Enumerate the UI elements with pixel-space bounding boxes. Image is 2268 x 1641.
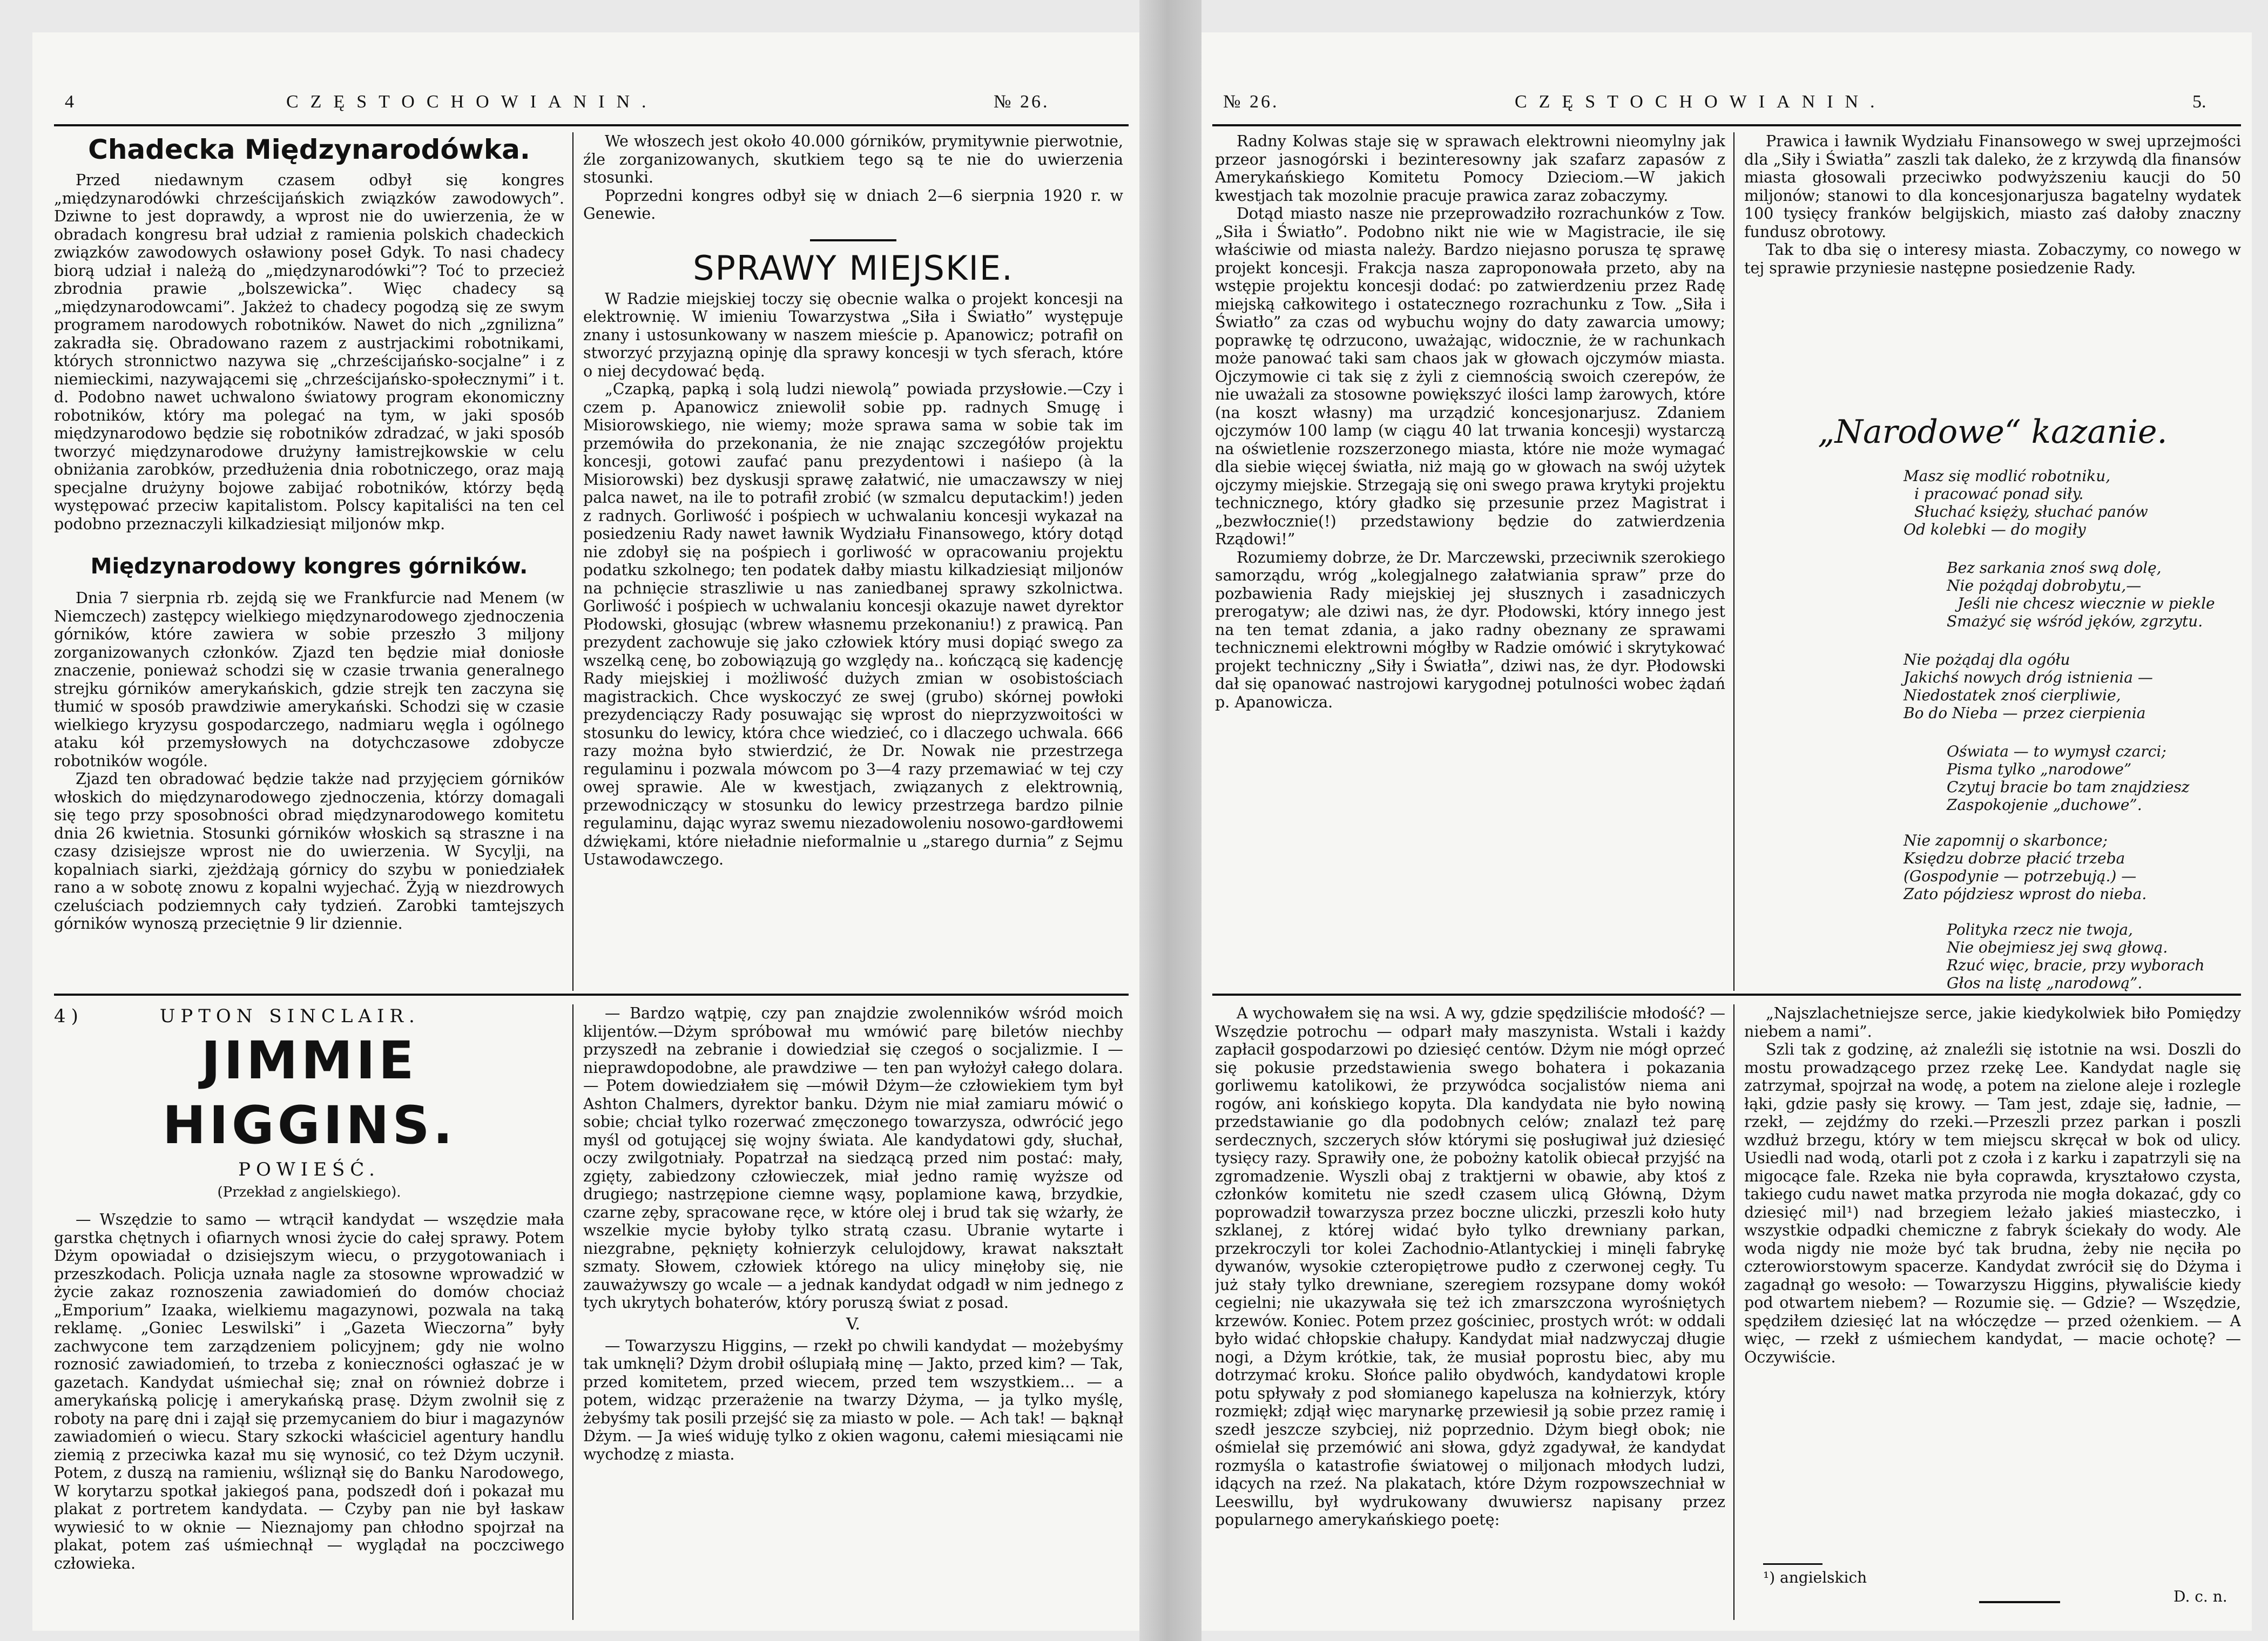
chapter-number: V. xyxy=(846,1314,860,1334)
article-text: Radny Kolwas staje się w sprawach elektrowni nieomylny jak przeor jasnogórski i bezinteresowny jak szafarz zapasów z Amerykańskiego Komitetu Pomocy Dzieciom.—W jakich kwestjach tak mozolnie pracuje prawica zaraz zobaczymy. xyxy=(1215,132,1725,205)
right-running-head xyxy=(1202,92,2252,119)
column-2 xyxy=(583,132,1123,983)
page-gutter xyxy=(1139,0,1202,1641)
poem-line: Nie obejmiesz jej swą głową. xyxy=(1947,938,2168,956)
poem-line: Niedostatek znoś cierpliwie, xyxy=(1904,686,2121,704)
poem-line: Zato pójdziesz wprost do nieba. xyxy=(1904,885,2147,903)
novel-column-4 xyxy=(1744,1004,2241,1550)
article-text: Zjazd ten obradować będzie także nad przyjęciem górników włoskich do międzynarodowego zjednoczenia, którzy domagali się tego przy sposobności obrad międzynarodowego komitetu dnia 26 kwietnia. Stosunki górników włoskich są straszne i na czasy dzisiejsze wprost nie do uwierzenia. W Sycylji, na kopalniach siarki, zjeżdżają górnicy do szybu w poniedziałek rano a w sobotę znowu z kopalni wyjechać. Żyją w niezdrowych czeluściach podziemnych cały tydzień. Zarobki tamtejszych górników wynoszą przeciętnie 9 lir dziennie. xyxy=(54,770,564,933)
issue-number: № 26. xyxy=(994,92,1050,112)
column-rule xyxy=(572,1004,573,1620)
novel-author: UPTON SINCLAIR. xyxy=(159,1005,420,1027)
poem-line: Od kolebki — do mogiły xyxy=(1904,521,2086,538)
issue-number: № 26. xyxy=(1223,92,1279,112)
poem-line: Zaspokojenie „duchowe”. xyxy=(1947,796,2142,814)
novel-text: A wychowałem się na wsi. A wy, gdzie spędziliście młodość? — Wszędzie potrochu — odparł mały maszynista. Wstali i każdy zapłacił gospodarzowi po dziesięć centów. Dżym nie mógł oprzeć się pokusie przedstawienia swego bohatera i pokazania gorliwemu katolikowi, że przywódca socjalistów niema ani rogów, ani końskiego kopyta. Dla kandydata nie było nowiną przedstawianie go dla podobnych celów; znalazł też parę serdecznych, szczerych słów którymi się posługiwał już dziesięć tysięcy razy. Sprawiły one, że pobożny katolik obiecał przyjść na zgromadzenie. Wyszli obaj z traktjerni w obawie, aby ktoś z członków komitetu nie szedł czasem ulicą Główną, Dżym poprowadził towarzysza przez boczne uliczki, przeszli koło huty szklanej, z której widać było tylko drewniany parkan, przekroczyli tor kolei Zachodnio-Atlantyckiej i minęli fabrykę dywanów, wysokie czteropiętrowe pudło z czerwonej cegły. Tu już stały tylko drewniane, szeregiem rozsypane domy wokół cegielni; nie ukazywała się też ich zmarszczona wyrośniętych krzewów. Koniec. Potem przez gościniec, prostych wrót: w oddali było widać chłopskie chałupy. Kandydat miał nadzwyczaj długie nogi, a Dżym krótkie, tak, że musiał poprostu biec, aby mu dotrzymać kroku. Słońce paliło obydwóch, kandydatowi krople potu spływały z pod słomianego kapelusza na kołnierzyk, który rozmiękł; zdjął więc marynarkę przewiesił ją sobie przez ramię i szedł jeszcze szybciej, niż poprzednio. Dżym biegł obok; nie ośmielał się przemówić ani słowa, gdyż zgadywał, że kandydat rozmyśla o katastrofie światowej o miljonach młodych ludzi, idących na rzeź. Na plakatach, które Dżym rozpowszechniał w Leeswillu, był wydrukowany dwuwiersz napisany przez popularnego amerykańskiego poetę: xyxy=(1215,1004,1725,1529)
footnote-rule xyxy=(1763,1563,1823,1565)
article-text: Przed niedawnym czasem odbył się kongres „międzynarodówki chrześcijańskich związków zawodowych”. Dziwne to jest doprawdy, a wprost nie do uwierzenia, że w obradach kongresu brał udział z ramienia polskich chadeckich związków zawodowych osławiony poseł Gdyk. To nasi chadecy biorą udział i należą do „międzynarodówki”? Toć to przecież zbrodnia prawie „bolszewicka”. Więc chadecy są „międzynarodowcami”. Jakżeż to chadecy pogodzą się ze swym programem narodowych robotników. Nawet do nich „zgnilizna” zakradła się. Obradowano razem z austrjackimi robotnikami, których stronnictwo nazywa się „chrześcijańsko-socjalne” i z niemieckimi, nazywającemi się „chrześcijańsko-społecznymi” i t. d. Podobno nawet uchwalono światowy program ekonomiczny robotników, który ma polegać na tym, w jaki sposób międzynarodowo będzie się robotników zdradzać, w jaki sposób tworzyć międzynarodowe drużyny łamistrejkowskie w celu obniżania zarobków, przedłużenia dnia robotniczego, oraz mają specjalne drużyny bojowe zabijać robotników, którzy będą występować przeciw kapitalistom. Polscy kapitaliści na ten cel podobno przeznaczyli kilkadziesiąt miljonów mkp. xyxy=(54,171,564,533)
column-rule xyxy=(1733,132,1734,991)
article-text: Tak to dba się o interesy miasta. Zobaczymy, co nowego w tej sprawie przyniesie następne posiedzenie Rady. xyxy=(1744,241,2241,277)
column-3 xyxy=(1215,132,1725,983)
article-text: Poprzedni kongres odbył się w dniach 2—6 sierpnia 1920 r. w Genewie. xyxy=(583,186,1123,222)
horizontal-rule xyxy=(54,994,1129,996)
article-text: Dotąd miasto nasze nie przeprowadziło rozrachunków z Tow. „Siła i Światło”. Podobno nikt nie wie w Magistracie, ile się właściwie od miasta należy. Bardzo niejasno porusza tę sprawę projekt koncesji. Frakcja nasza zaproponowała przeto, aby na wstępie projektu koncesji dodać: po zatwierdzeniu przez Radę miejską całkowitego i ostatecznego rozrachunku z Tow. „Siła i Światło” za czas od wybuchu wojny do daty zawarcia umowy; poprawkę tę odrzucono, uważając, widocznie, że w rachunkach może panować taki sam chaos jak w głowach ojczymów miasta. Ojczymowie ci tak się z żyli z ciemnością swoich czerepów, że nie uważali za stosowne powiększyć ilości lamp żarowych, które (na koszt własny) ma urządzić koncesjonarjusz. Zdaniem ojczymów 100 lamp (w ciągu 40 lat trwania koncesji) wystarczą na oświetlenie rozszerzonego miasta, które nie może wymagać dla siebie więcej światła, niż mają go w głowach na swój użytek ojczymy miejskie. Strzegają się oni swego prawa krytyki projektu technicznego, który gładko się przesunie przez Magistrat i „bezwłocznie(!) przedstawiony będzie do zatwierdzenia Rządowi!” xyxy=(1215,205,1725,548)
column-4 xyxy=(1744,132,2241,381)
novel-text: — Towarzyszu Higgins, — rzekł po chwili kandydat — możebyśmy tak umknęli? Dżym drobił oślupiałą minę — Jakto, przed kim? — Tak, przed komitetem, przed wiecem, przed tem wszystkiem... — a potem, widząc przerażenie na twarzy Dżyma, — ja tylko myślę, żebyśmy tak posili przejść się za miasto w pole. — Ach tak! — bąknął Dżym. — Ja wieś widuję tylko z okien wagonu, całemi miesiącami nie wychodzę z miasta. xyxy=(583,1336,1123,1463)
newspaper-title: CZĘSTOCHOWIANIN. xyxy=(1515,92,1887,112)
article-text: Dnia 7 sierpnia rb. zejdą się we Frankfurcie nad Menem (w Niemczech) zastępcy wielkiego międzynarodowego zjednoczenia górników, które zawiera w sobie przeszło 3 miljony zorganizowanych członków. Zjazd ten będzie miał doniosłe znaczenie, ponieważ schodzi się w czasie trwania generalnego strejku górników amerykańskich, gdzie strejk ten zaczyna się tłumić w sposób prawdziwie amerykański. Schodzi się w czasie wielkiego kryzysu gospodarczego, nadmiaru węgla i ogólnego ataku kół przemysłowych na dotychczasowe zdobycze robotników wogóle. xyxy=(54,589,564,770)
poem-stanza-4 xyxy=(1947,742,2190,814)
poem-line: Smażyć się wśród jęków, zgrzytu. xyxy=(1947,612,2203,630)
column-rule xyxy=(1733,1004,1734,1620)
poem-line: Oświata — to wymysł czarci; xyxy=(1947,742,2166,760)
article-text: Prawica i ławnik Wydziału Finansowego w swej uprzejmości dla „Siły i Światła” zaszli tak daleko, że z krzywdą dla finansów miasta głosowali przeciwko podwyższeniu kaucji do 50 miljonów; stanowi to dla koncesjonarjusza bagatelny wydatek 100 tysięcy franków belgijskich, miasto zaś dałoby znaczny fundusz obrotowy. xyxy=(1744,132,2241,241)
poem-line: Masz się modlić robotniku, xyxy=(1904,467,2111,485)
poem-quote: „Najszlachetniejsze serce, jakie kiedykolwiek biło Pomiędzy niebem a nami”. xyxy=(1744,1004,2241,1041)
poem-line: Bez sarkania znoś swą dolę, xyxy=(1947,559,2162,577)
poem-stanza-3 xyxy=(1904,651,2153,722)
column-1 xyxy=(54,132,564,983)
poem-line: (Gospodynie — potrzebują.) — xyxy=(1904,867,2137,885)
poem-line: Słuchać księży, słuchać panów xyxy=(1914,503,2148,521)
novel-text: — Bardzo wątpię, czy pan znajdzie zwolenników wśród moich klijentów.—Dżym spróbował mu wmówić parę biletów niechby przyszedł na zebranie i dowiedział się czegoś o socjalizmie. I — nieprawdopodobne, ale prawdziwe — ten pan wyłożył całego dolara. — Potem dowiedziałem się —mówił Dżym—że człowiekiem tym był Ashton Chalmers, dyrektor banku. Dżym nie miał zamiaru mówić o sobie; chciał tylko rozerwać zmęczonego towarzysza, odwrócić jego myśl od gotującej się wojny świata. Ale kandydatowi gdy, słuchał, oczy zwilgotniały. Popatrzał na siedzącą przed nim postać: mały, zgięty, zabiedzony człowieczek, miał jedno ramię wyższe od drugiego; nastrzępione ciemne wąsy, poplamione kawą, brzydkie, czarne zęby, spracowane ręce, w które olej i brud tak się wżarły, że wszelkie mycie byłoby tylko stratą czasu. Ubranie wytarte i niezgrabne, pęknięty kołnierzyk celulojdowy, krawat nakształt szmaty. Słowem, człowiek którego na ulicy minęłoby się, nie zauważywszy go wcale — a jednak kandydat odgadł w nim jednego z tych ukrytych bohaterów, który poruszą świat z posad. xyxy=(583,1004,1123,1312)
poem-line: Księdzu dobrze płacić trzeba xyxy=(1904,849,2125,867)
continuation-mark: D. c. n. xyxy=(2174,1588,2228,1605)
horizontal-rule xyxy=(1212,994,2241,996)
novel-column-1 xyxy=(54,1004,564,1620)
poem-line: Jeśli nie chcesz wiecznie w piekle xyxy=(1958,595,2215,612)
novel-text: — Wszędzie to samo — wtrącił kandydat — wszędzie mała garstka chętnych i ofiarnych wnosi życie do całej sprawy. Potem Dżym opowiadał o dzisiejszym wiecu, o przygotowaniach i przeszkodach. Policja uznała nagle za stosowne wprowadzić w życie zakaz roznoszenia zawiadomień do domów chociaż „Emporium” Izaaka, wielkiemu magazynowi, pozwala na taką reklamę. „Goniec Leswilski” i „Gazeta Wieczorna” były zachwycone tem zarządzeniem policyjnem; gdy nie wolno roznosić zawiadomień, to trzeba z konieczności ogłaszać je w gazetach. Kandydat uśmiechał się; znał on również dobrze i amerykańską policję i amerykańską prasę. Dżym zwolnił się z roboty na parę dni i zajął się przemycaniem do biur i magazynów zawiadomień o wiecu. Stary szkocki właściciel agentury handlu ziemią z przeciwka kazał mu się wynosić, co też Dżym uczynił. Potem, z duszą na ramieniu, wśliznął się do Banku Narodowego, W korytarzu spotkał jakiegoś pana, podszedł doń i pokazał mu plakat z portretem kandydata. — Czyby pan nie był łaskaw wywiesić to w oknie — Nieznajomy pan chłodno spojrzał na plakat, potem zaś uśmiechnął — wyglądał na poczciwego człowieka. xyxy=(54,1211,564,1572)
translation-note: (Przekład z angielskiego). xyxy=(217,1184,401,1200)
novel-genre: POWIEŚĆ. xyxy=(238,1159,380,1180)
poem-line: Polityka rzecz nie twoja, xyxy=(1947,921,2133,938)
article-text: Rozumiemy dobrze, że Dr. Marczewski, przeciwnik szerokiego samorządu, wróg „kolegjalnego załatwiania spraw” prze do pozbawienia Rady miejskiej jej słusznych i zasadniczych prerogatyw; ale dziwi nas, że dyr. Płodowski, który innego jest na ten temat zdania, a jako radny obeznany ze sprawami technicznemi elektrowni mógłby w Radzie omówić i skrytykować projekt techniczny „Siły i Światła”, dziwi nas, że dyr. Płodowski dał się opanować nastrojowi karygodnej potulności wobec żądań p. Apanowicza. xyxy=(1215,548,1725,711)
left-running-head xyxy=(32,92,1139,119)
header-rule xyxy=(1212,124,2241,126)
footnote: ¹) angielskich xyxy=(1763,1569,1867,1586)
poem-stanza-6 xyxy=(1947,921,2205,992)
column-rule xyxy=(572,132,573,991)
poem-stanza-5 xyxy=(1904,832,2146,903)
poem-line: Bo do Nieba — przez cierpienia xyxy=(1904,704,2146,722)
page-number: 4 xyxy=(65,92,86,112)
poem-stanza-2 xyxy=(1947,559,2215,630)
poem-line: Głos na listę „narodową”. xyxy=(1947,974,2143,992)
poem-line: Jakichś nowych dróg istnienia — xyxy=(1904,668,2153,686)
poem-line: Rzuć więc, bracie, przy wyborach xyxy=(1947,956,2205,974)
newspaper-title: CZĘSTOCHOWIANIN. xyxy=(286,92,658,112)
page-number: 5. xyxy=(2192,92,2206,112)
novel-column-2 xyxy=(583,1004,1123,1620)
poem-line: Nie zapomnij o skarbonce; xyxy=(1904,832,2108,849)
right-page xyxy=(1202,32,2252,1631)
poem-line: Nie pożądaj dla ogółu xyxy=(1904,651,2070,668)
section-title: SPRAWY MIEJSKIE. xyxy=(693,248,1014,288)
poem-line: Nie pożądaj dobrobytu,— xyxy=(1947,577,2142,595)
article-text: W Radzie miejskiej toczy się obecnie walka o projekt koncesji na elektrownię. W imieniu Towarzystwa „Siła i Światło” występuje znany i ustosunkowany w naszem mieście p. Apanowicz; potrafił on stworzyć przyjazną opinję dla sprawy koncesji w tych sferach, które o niej decydować będą. xyxy=(583,289,1123,380)
poem-line: i pracować ponad siły. xyxy=(1914,485,2084,503)
header-rule xyxy=(54,124,1129,126)
article-text: We włoszech jest około 40.000 górników, prymitywnie pierwotnie, źle zorganizowanych, skutkiem tego są te nie do uwierzenia stosunki. xyxy=(583,132,1123,186)
article-title: Chadecka Międzynarodówka. xyxy=(88,134,530,165)
poem-stanza-1 xyxy=(1904,467,2148,538)
article-text: „Czapką, papką i solą ludzi niewolą” powiada przysłowie.—Czy i czem p. Apanowicz zniewolił sobie pp. radnych Smugę i Misiorowskiego, nie wiemy; może sprawa sama w sobie tak im przemówiła do przekonania, że nie znając szczegółów projektu koncesji, gotowi zaufać panu prezydentowi i naśiepo (à la Misiorowski) bez dyskusji sprawę załatwić, nie umaczawszy w niej palca nawet, na ile to potrafił zrobić (w szmalcu deputackim!) jeden z radnych. Gorliwość i pośpiech w uchwalaniu koncesji wykazał na posiedzeniu Rady nawet ławnik Wydziału Finansowego, który dotąd nie zdobył się na pośpiech i gorliwość w opracowaniu projektu podatku szkolnego; ten podatek dałby miastu kilkadziesiąt miljonów na pchnięcie straszliwie u nas zaniedbanej sprawy szkolnictwa. Gorliwość i pośpiech w uchwalaniu koncesji okazuje nawet dyrektor Płodowski, głosując (wbrew własnemu przekonaniu!) z prawicą. Pan prezydent zachowuje się jako człowiek który musi dopiąć swego za wszelką cenę, bo zobowiązują go względy na.. kończącą się kadencję Rady miejskiej i możliwość dużych zmian w osobistościach magistrackich. Chce wyskoczyć ze swej (grubo) skórnej powłoki prezydenciączy Rady posuwając się wprost do nieprzyzwoitości w stosunku do lewicy, która chce wiedzieć, co i dlaczego uchwala. 666 razy można było stwierdzić, że Dr. Nowak nie przestrzega regulaminu i pozwala mówcom po 3—4 razy przemawiać w tej czy owej sprawie. Ale w kwestjach, związanych z elektrownią, przewodniczący w stosunku do lewicy przestrzega bardzo pilnie regulaminu, dając wyraz swemu niezadowoleniu nosowo-gardłowemi dźwiękami, które nieładnie nieformalnie u „starego durnia” z Sejmu Ustawodawczego. xyxy=(583,380,1123,868)
novel-title: JIMMIE HIGGINS. xyxy=(162,1030,456,1156)
section-divider xyxy=(810,239,896,241)
installment-number: 4) xyxy=(54,1005,84,1027)
poem-line: Czytuj bracie bo tam znajdziesz xyxy=(1947,778,2190,796)
poem-title: „Narodowe“ kazanie. xyxy=(1818,413,2168,451)
novel-text: Szli tak z godzinę, aż znaleźli się istotnie na wsi. Doszli do mostu prowadzącego przez rzekę Lee. Kandydat nagle się zatrzymał, spojrzał na wodę, a potem na zielone aleje i rozlegle łąki, gdzie pasły się krowy. — Tam jest, zdaje się, ładnie, — rzekł, — zejdźmy do rzeki.—Przeszli przez parkan i poszli wzdłuż brzegu, który w tem miejscu skręcał w bok od ulicy. Usiedli nad wodą, otarli pot z czoła i z karku i zapatrzyli się na migocące fale. Rzeka nie była coprawda, kryształowo czysta, takiego cudu nawet matka przyroda nie mogła dokazać, gdy co dziesięć mil¹) nad brzegiem leżało jakieś miasteczko, i wszystkie odpadki chemiczne z fabryk ściekały do wody. Ale woda nigdy nie może być tak brudna, żeby nie nęciła po czterowiorstowym spacerze. Kandydat zwrócił się do Dżyma i zagadnął go wesoło: — Towarzyszu Higgins, pływaliście kiedy pod otwartem niebem? — Rozumie się. — Gdzie? — Wszędzie, spędziłem dziesięć lat na włóczędze — przed ożenkiem. — A więc, — rzekł z uśmiechem kandydat, — macie ochotę? — Oczywiście. xyxy=(1744,1041,2241,1366)
end-rule xyxy=(1979,1601,2060,1603)
left-page xyxy=(32,32,1139,1631)
article-title: Międzynarodowy kongres górników. xyxy=(90,554,528,579)
poem-line: Pisma tylko „narodowe” xyxy=(1947,760,2132,778)
novel-column-3 xyxy=(1215,1004,1725,1620)
